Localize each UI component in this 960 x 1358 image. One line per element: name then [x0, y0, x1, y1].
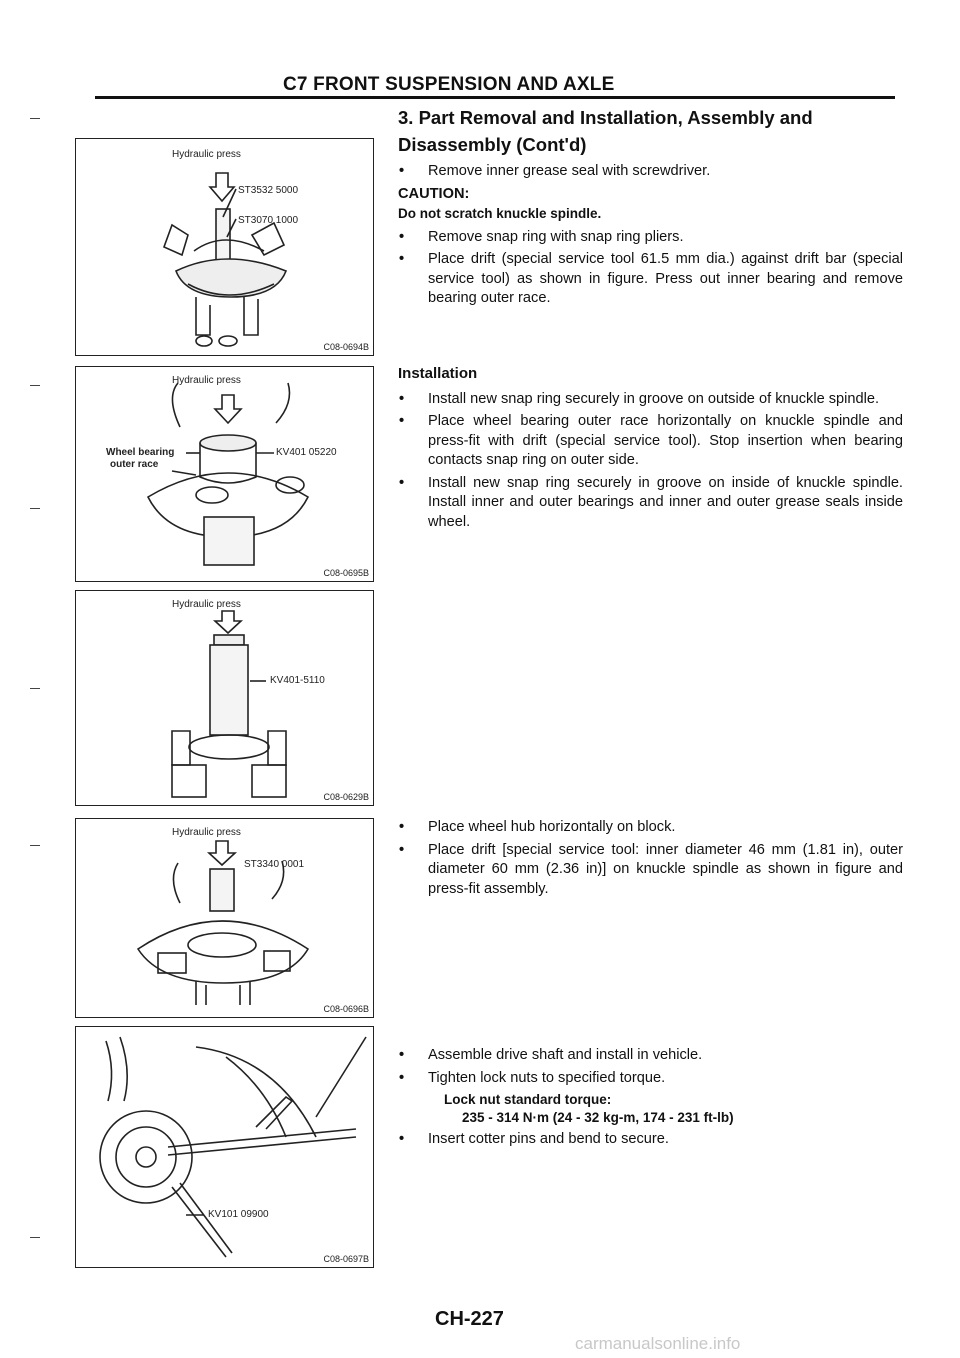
figure-drawing: [76, 819, 375, 1019]
figure-code: C08-0697B: [323, 1254, 369, 1264]
tool-label: KV101 09900: [208, 1209, 269, 1220]
press-label: Hydraulic press: [172, 599, 241, 610]
item-text: Tighten lock nuts to specified torque.: [428, 1069, 666, 1086]
margin-mark: [30, 508, 40, 509]
page-number: CH-227: [435, 1308, 504, 1330]
figure-drawing: [76, 139, 375, 357]
removal-block: [398, 162, 903, 312]
margin-mark: [30, 688, 40, 689]
list-item: • Remove inner grease seal with screwdriver.: [399, 163, 711, 179]
list-item: • Place wheel bearing outer race horizontally on knuckle spindle and press-fit with drift (special service tool). Stop insertion when bearing contacts snap ring on outer side.: [399, 413, 903, 468]
callout-label: outer race: [110, 459, 159, 470]
figure-code: C08-0694B: [323, 342, 369, 352]
figure-drawing: [76, 1027, 375, 1269]
list-item: • Tighten lock nuts to specified torque.: [399, 1069, 666, 1086]
list-item: • Insert cotter pins and bend to secure.: [399, 1131, 669, 1147]
item-text: Install new snap ring securely in groove on outside of knuckle spindle.: [428, 390, 880, 407]
margin-mark: [30, 845, 40, 846]
item-text: Remove inner grease seal with screwdriver.: [428, 163, 711, 179]
callout-label: Wheel bearing: [106, 447, 175, 458]
item-text: Place wheel hub horizontally on block.: [428, 819, 676, 835]
figure-press-seal: [75, 138, 374, 356]
figure-drawing: [76, 591, 375, 807]
item-text: Remove snap ring with snap ring pliers.: [428, 228, 684, 245]
list-item: • Place drift [special service tool: inner diameter 46 mm (1.81 in), outer diameter 60 mm (2.36 in)] on knuckle spindle as shown in figure and press-fit assembly.: [399, 841, 903, 897]
item-text: Place drift (special service tool 61.5 mm dia.) against drift bar (special service tool) as shown in figure. Press out inner bearing and remove bearing outer race.: [428, 251, 903, 306]
margin-mark: [30, 1237, 40, 1238]
list-item: • Install new snap ring securely in groove on inside of knuckle spindle. Install inner and outer bearings and inner and outer grease seals inside wheel.: [399, 474, 903, 530]
figure-code: C08-0696B: [323, 1004, 369, 1014]
figure-code: C08-0695B: [323, 568, 369, 578]
figure-drawing: [76, 367, 375, 583]
margin-mark: [30, 385, 40, 386]
final-block: [398, 1046, 903, 1153]
list-item: • Remove snap ring with snap ring pliers.: [399, 228, 684, 245]
torque-value: 235 - 314 N·m (24 - 32 kg-m, 174 - 231 ft-lb): [462, 1110, 734, 1125]
caution-label: CAUTION:: [398, 185, 470, 202]
list-item: • Place drift (special service tool 61.5 mm dia.) against drift bar (special service tool) as shown in figure. Press out inner bearing and remove bearing outer race.: [399, 251, 903, 306]
tool-label: ST3340 0001: [244, 859, 305, 870]
press-label: Hydraulic press: [172, 149, 241, 160]
press-label: Hydraulic press: [172, 827, 241, 838]
tool-label: KV401 05220: [276, 447, 337, 458]
watermark: carmanualsonline.info: [575, 1334, 741, 1353]
item-text: Insert cotter pins and bend to secure.: [428, 1131, 669, 1147]
header-title: C7 FRONT SUSPENSION AND AXLE: [283, 74, 615, 95]
figure-torque-wrench: [75, 1026, 374, 1268]
hub-block: [398, 818, 903, 902]
figure-press-outer-race: [75, 366, 374, 582]
figure-press-hub: [75, 818, 374, 1018]
item-text: Place wheel bearing outer race horizontally on knuckle spindle and press-fit with drift (special service tool). Stop insertion when bearing contacts snap ring on outer side.: [428, 413, 903, 468]
item-text: Assemble drive shaft and install in vehicle.: [428, 1047, 703, 1063]
list-item: • Install new snap ring securely in groove on outside of knuckle spindle.: [399, 390, 880, 407]
figure-code: C08-0629B: [323, 792, 369, 802]
header-rule: [95, 96, 895, 99]
torque-label: Lock nut standard torque:: [444, 1092, 612, 1107]
item-text: Place drift [special service tool: inner diameter 46 mm (1.81 in), outer diameter 60 mm (2.36 in)] on knuckle spindle as shown in figure and press-fit assembly.: [428, 841, 903, 897]
tool-label: ST3532 5000: [238, 185, 299, 196]
section-title: 3. Part Removal and Installation, Assembly and Disassembly (Cont'd): [398, 107, 813, 155]
margin-mark: [30, 118, 40, 119]
press-label: Hydraulic press: [172, 375, 241, 386]
tool-label: KV401-5110: [270, 675, 325, 686]
figure-press-drift: [75, 590, 374, 806]
tool-label: ST3070 1000: [238, 215, 299, 226]
caution-text: Do not scratch knuckle spindle.: [398, 206, 602, 221]
list-item: • Assemble drive shaft and install in vehicle.: [399, 1047, 703, 1063]
list-item: • Place wheel hub horizontally on block.: [399, 819, 676, 835]
installation-heading: Installation: [398, 365, 478, 382]
installation-block: [398, 364, 903, 535]
item-text: Install new snap ring securely in groove on inside of knuckle spindle. Install inner and outer bearings and inner and outer grease seals inside wheel.: [428, 474, 903, 530]
